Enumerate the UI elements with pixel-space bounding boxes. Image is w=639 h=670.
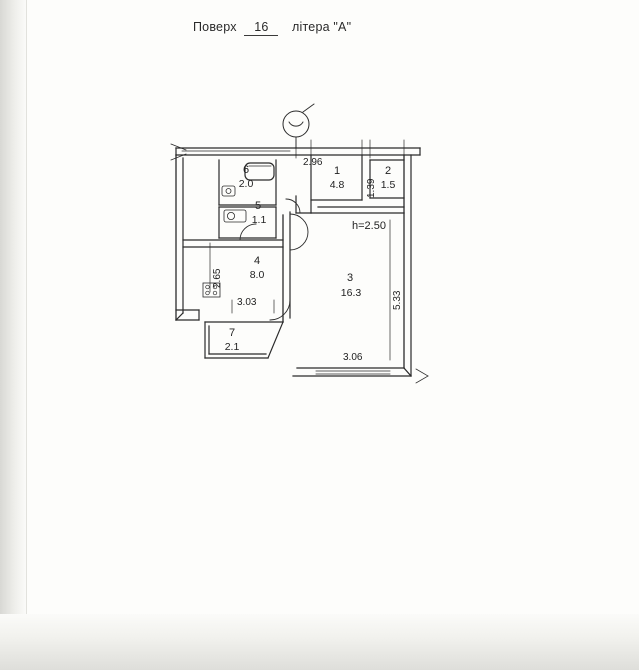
room-6-area: 2.0 bbox=[238, 178, 254, 190]
room-7-area: 2.1 bbox=[224, 341, 240, 353]
floor-number: 16 bbox=[244, 20, 278, 36]
dimension-right-5-33: 5.33 bbox=[392, 290, 403, 310]
dimension-left-2-65: 2.65 bbox=[212, 268, 223, 288]
dimension-room1-width-1-39: 1.39 bbox=[366, 178, 377, 198]
ceiling-height-note: h=2.50 bbox=[352, 220, 386, 232]
room-5-area: 1.1 bbox=[251, 214, 267, 226]
room-2-number: 2 bbox=[384, 165, 392, 177]
dimension-top-2-96: 2.96 bbox=[303, 157, 323, 168]
dimension-bottom-3-06: 3.06 bbox=[343, 352, 363, 363]
dimension-hall-3-03: 3.03 bbox=[237, 297, 257, 308]
building-letter-label: літера "А" bbox=[292, 20, 352, 34]
room-6-number: 6 bbox=[242, 164, 250, 176]
room-4-area: 8.0 bbox=[249, 269, 265, 281]
room-5-number: 5 bbox=[254, 200, 262, 212]
room-1-number: 1 bbox=[333, 165, 341, 177]
room-1-area: 4.8 bbox=[329, 179, 345, 191]
room-3-area: 16.3 bbox=[340, 287, 362, 299]
room-2-area: 1.5 bbox=[380, 179, 396, 191]
room-7-number: 7 bbox=[228, 327, 236, 339]
room-3-number: 3 bbox=[346, 272, 354, 284]
room-4-number: 4 bbox=[253, 255, 261, 267]
floor-label: Поверх bbox=[193, 20, 237, 34]
